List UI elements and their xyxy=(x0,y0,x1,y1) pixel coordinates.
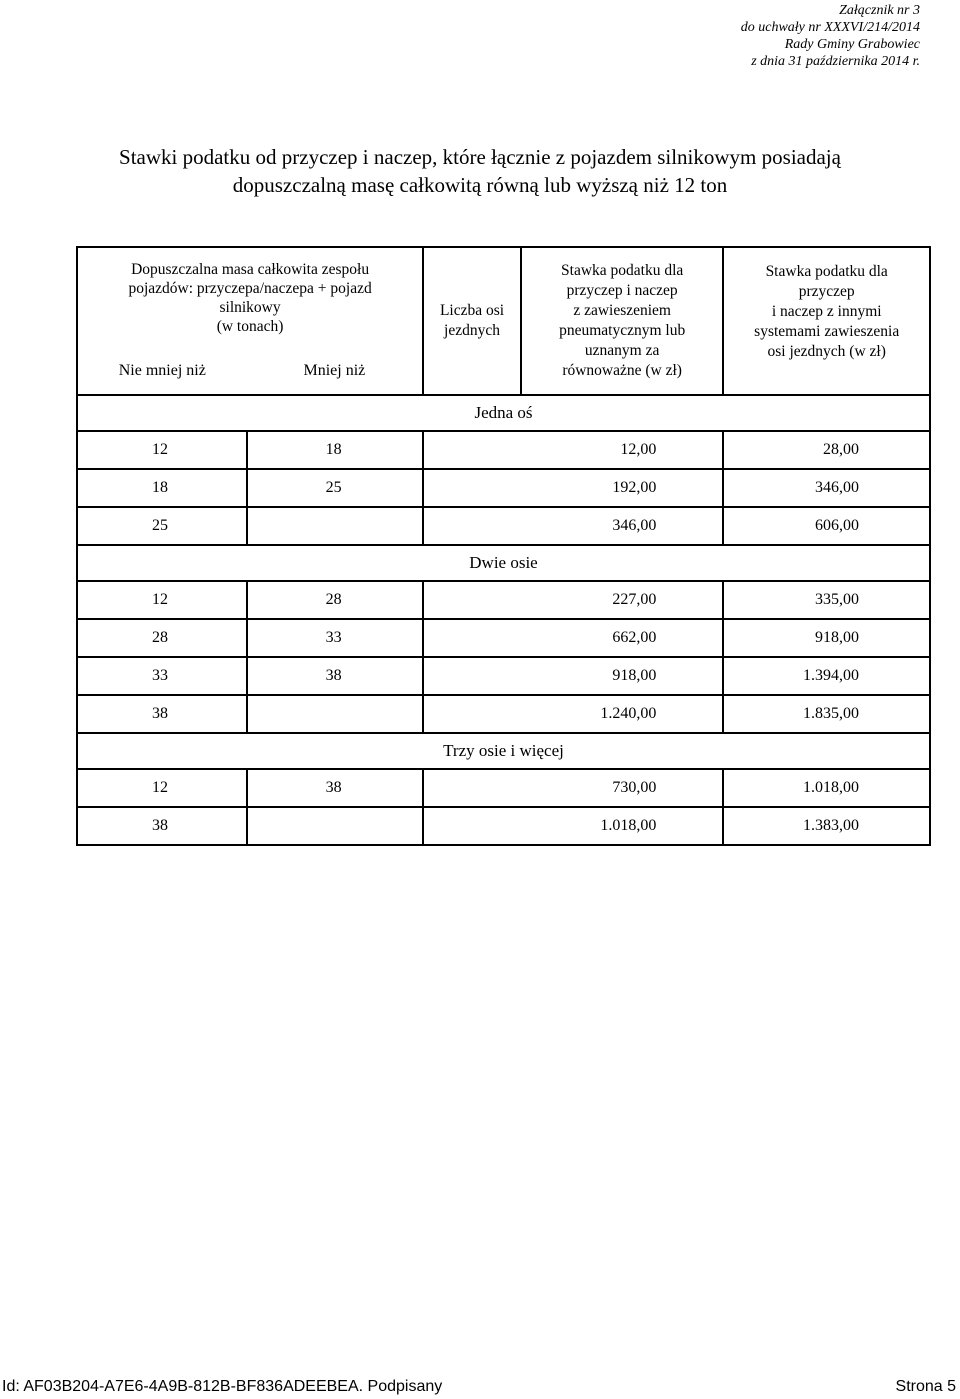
cell-max: 33 xyxy=(247,619,424,657)
header-min: Nie mniej niż xyxy=(77,348,247,395)
section-row xyxy=(77,733,930,769)
section-label: Trzy osie i więcej xyxy=(77,733,930,769)
cell-min: 18 xyxy=(77,469,247,507)
section-row xyxy=(77,545,930,581)
cell-min: 12 xyxy=(77,769,247,807)
header-other-line: przyczep xyxy=(798,283,855,300)
cell-max: 38 xyxy=(247,769,424,807)
attachment-note-line: Załącznik nr 3 xyxy=(839,3,920,18)
cell-min: 33 xyxy=(77,657,247,695)
header-axles xyxy=(423,247,521,395)
header-other-line: osi jezdnych (w zł) xyxy=(767,343,886,360)
cell-pneumatic-rate: 730,00 xyxy=(423,769,723,807)
cell-pneumatic-rate: 662,00 xyxy=(423,619,723,657)
table-row xyxy=(77,695,930,733)
section-row xyxy=(77,395,930,431)
cell-min: 38 xyxy=(77,695,247,733)
cell-max: 38 xyxy=(247,657,424,695)
cell-other-rate: 1.018,00 xyxy=(723,769,930,807)
tax-rate-table xyxy=(76,246,931,846)
document-title-line: Stawki podatku od przyczep i naczep, które łącznie z pojazdem silnikowym posiadają xyxy=(119,145,841,169)
header-mass-line: silnikowy xyxy=(219,299,281,316)
header-pneumatic-line: uznanym za xyxy=(584,342,660,359)
cell-pneumatic-rate: 1.240,00 xyxy=(423,695,723,733)
header-axles-line: jezdnych xyxy=(444,322,500,339)
page-number: Strona 5 xyxy=(895,1378,956,1395)
header-other-line: systemami zawieszenia xyxy=(754,323,900,340)
document-title-line: dopuszczalną masę całkowitą równą lub wyższą niż 12 ton xyxy=(232,173,728,197)
header-pneumatic-line: równoważne (w zł) xyxy=(562,362,682,379)
section-label: Dwie osie xyxy=(77,545,930,581)
cell-min: 38 xyxy=(77,807,247,845)
cell-pneumatic-rate: 346,00 xyxy=(423,507,723,545)
cell-other-rate: 1.394,00 xyxy=(723,657,930,695)
cell-max xyxy=(247,507,424,545)
cell-max: 28 xyxy=(247,581,424,619)
attachment-note xyxy=(741,2,920,70)
table-row xyxy=(77,807,930,845)
cell-min: 12 xyxy=(77,431,247,469)
header-max: Mniej niż xyxy=(247,348,424,395)
cell-other-rate: 1.383,00 xyxy=(723,807,930,845)
cell-pneumatic-rate: 227,00 xyxy=(423,581,723,619)
cell-max: 25 xyxy=(247,469,424,507)
cell-max xyxy=(247,695,424,733)
header-pneumatic-line: pneumatycznym lub xyxy=(559,322,686,339)
header-pneumatic-line: z zawieszeniem xyxy=(573,302,671,319)
header-mass xyxy=(77,247,423,348)
attachment-note-line: z dnia 31 października 2014 r. xyxy=(751,54,920,69)
attachment-note-line: Rady Gminy Grabowiec xyxy=(784,37,920,52)
cell-other-rate: 346,00 xyxy=(723,469,930,507)
table-header-row xyxy=(77,247,930,348)
table-row xyxy=(77,469,930,507)
header-mass-line: pojazdów: przyczepa/naczepa + pojazd xyxy=(128,280,372,297)
header-pneumatic-rate xyxy=(521,247,723,395)
table-row xyxy=(77,657,930,695)
header-other-line: i naczep z innymi xyxy=(771,303,882,320)
cell-pneumatic-rate: 1.018,00 xyxy=(423,807,723,845)
table-row xyxy=(77,581,930,619)
cell-max xyxy=(247,807,424,845)
cell-other-rate: 918,00 xyxy=(723,619,930,657)
cell-min: 28 xyxy=(77,619,247,657)
table-row xyxy=(77,619,930,657)
document-title xyxy=(0,143,960,199)
document-id: Id: AF03B204-A7E6-4A9B-812B-BF836ADEEBEA. Podpisany xyxy=(2,1378,443,1395)
table-row xyxy=(77,507,930,545)
cell-other-rate: 335,00 xyxy=(723,581,930,619)
attachment-note-line: do uchwały nr XXXVI/214/2014 xyxy=(740,20,920,35)
header-pneumatic-line: Stawka podatku dla xyxy=(561,262,684,279)
cell-min: 25 xyxy=(77,507,247,545)
cell-other-rate: 1.835,00 xyxy=(723,695,930,733)
cell-pneumatic-rate: 12,00 xyxy=(423,431,723,469)
cell-pneumatic-rate: 918,00 xyxy=(423,657,723,695)
header-other-rate xyxy=(723,247,930,395)
header-mass-line: Dopuszczalna masa całkowita zespołu xyxy=(131,261,370,278)
header-mass-line: (w tonach) xyxy=(216,318,284,335)
header-other-line: Stawka podatku dla xyxy=(765,263,888,280)
header-pneumatic-line: przyczep i naczep xyxy=(566,282,678,299)
cell-min: 12 xyxy=(77,581,247,619)
table-row xyxy=(77,769,930,807)
cell-max: 18 xyxy=(247,431,424,469)
cell-other-rate: 606,00 xyxy=(723,507,930,545)
cell-pneumatic-rate: 192,00 xyxy=(423,469,723,507)
header-axles-line: Liczba osi xyxy=(439,302,505,319)
cell-other-rate: 28,00 xyxy=(723,431,930,469)
table-row xyxy=(77,431,930,469)
section-label: Jedna oś xyxy=(77,395,930,431)
